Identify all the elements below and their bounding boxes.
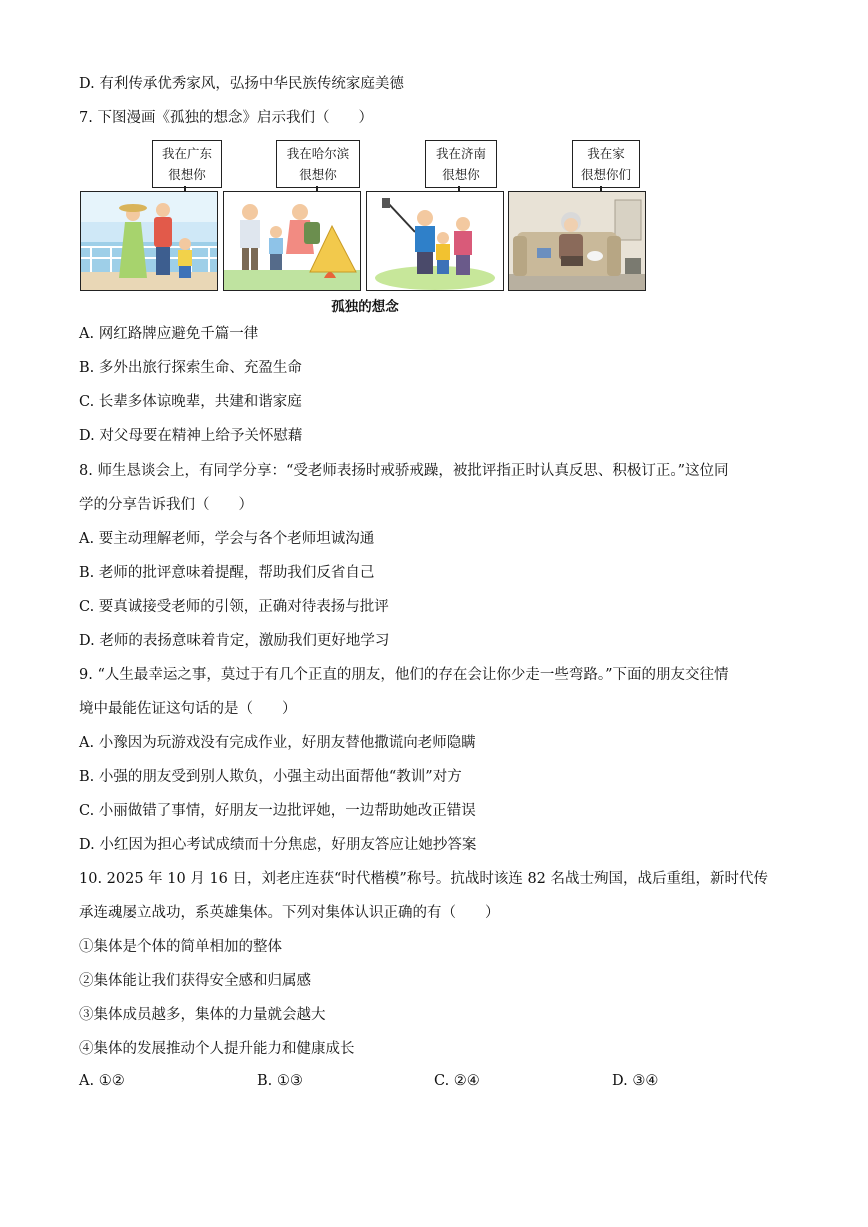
q10-statement-4: ④集体的发展推动个人提升能力和健康成长 <box>79 1041 355 1057</box>
bubble-4-line2: 很想你们 <box>580 167 631 182</box>
bubble-3-line2: 很想你 <box>442 167 480 182</box>
q10-statement-1: ①集体是个体的简单相加的整体 <box>79 939 282 955</box>
comic-caption: 孤独的想念 <box>331 299 399 315</box>
q7-option-d: D. 对父母要在精神上给予关怀慰藉 <box>79 428 303 444</box>
bubble-1-line1: 我在广东 <box>161 146 212 161</box>
bubble-4 <box>572 140 640 188</box>
q7-stem: 7. 下图漫画《孤独的想念》启示我们（ ） <box>79 110 373 126</box>
q9-option-d: D. 小红因为担心考试成绩而十分焦虑，好朋友答应让她抄答案 <box>79 837 477 853</box>
comic-panel-jinan <box>366 191 504 291</box>
q8-option-a: A. 要主动理解老师，学会与各个老师坦诚沟通 <box>79 531 375 547</box>
bubble-2-line2: 很想你 <box>299 167 337 182</box>
q8-stem-line1: 8. 师生恳谈会上，有同学分享：“受老师表扬时戒骄戒躁，被批评指正时认真反思、积极订正。”这位同 <box>79 463 729 479</box>
q10-option-c: C. ②④ <box>434 1073 480 1089</box>
bubble-1 <box>152 140 222 188</box>
bubble-3 <box>425 140 497 188</box>
q10-stem-line2: 承连魂屡立战功，系英雄集体。下列对集体认识正确的有（ ） <box>79 905 500 921</box>
q8-option-d: D. 老师的表扬意味着肯定，激励我们更好地学习 <box>79 633 390 649</box>
q9-option-c: C. 小丽做错了事情，好朋友一边批评她，一边帮助她改正错误 <box>79 803 476 819</box>
q7-option-b: B. 多外出旅行探索生命、充盈生命 <box>79 360 302 376</box>
bubble-2-line1: 我在哈尔滨 <box>286 146 350 161</box>
q8-option-b: B. 老师的批评意味着提醒，帮助我们反省自己 <box>79 565 375 581</box>
comic-panel-home <box>508 191 646 291</box>
q6-option-d: D. 有利传承优秀家风，弘扬中华民族传统家庭美德 <box>79 76 404 92</box>
q10-option-a: A. ①② <box>79 1073 125 1089</box>
bubble-1-line2: 很想你 <box>168 167 206 182</box>
q10-statement-3: ③集体成员越多，集体的力量就会越大 <box>79 1007 326 1023</box>
q10-statement-2: ②集体能让我们获得安全感和归属感 <box>79 973 311 989</box>
q10-option-d: D. ③④ <box>612 1073 659 1089</box>
q9-option-b: B. 小强的朋友受到别人欺负，小强主动出面帮他“教训”对方 <box>79 769 462 785</box>
q8-option-c: C. 要真诚接受老师的引领，正确对待表扬与批评 <box>79 599 389 615</box>
bubble-2 <box>276 140 360 188</box>
bubble-4-line1: 我在家 <box>587 146 625 161</box>
q9-stem-line2: 境中最能佐证这句话的是（ ） <box>79 701 297 717</box>
comic-panel-guangdong <box>80 191 218 291</box>
q10-option-b: B. ①③ <box>257 1073 303 1089</box>
q9-stem-line1: 9. “人生最幸运之事，莫过于有几个正直的朋友，他们的存在会让你少走一些弯路。”下面的朋友交往情 <box>79 667 729 683</box>
bubble-3-line1: 我在济南 <box>435 146 486 161</box>
q7-option-c: C. 长辈多体谅晚辈，共建和谐家庭 <box>79 394 302 410</box>
comic-panel-harbin <box>223 191 361 291</box>
q8-stem-line2: 学的分享告诉我们（ ） <box>79 497 253 513</box>
comic-figure <box>80 140 650 315</box>
q10-stem-line1: 10. 2025 年 10 月 16 日，刘老庄连获“时代楷模”称号。抗战时该连 82 名战士殉国，战后重组，新时代传 <box>79 871 769 887</box>
q7-option-a: A. 网红路牌应避免千篇一律 <box>79 326 259 342</box>
q9-option-a: A. 小豫因为玩游戏没有完成作业，好朋友替他撒谎向老师隐瞒 <box>79 735 476 751</box>
